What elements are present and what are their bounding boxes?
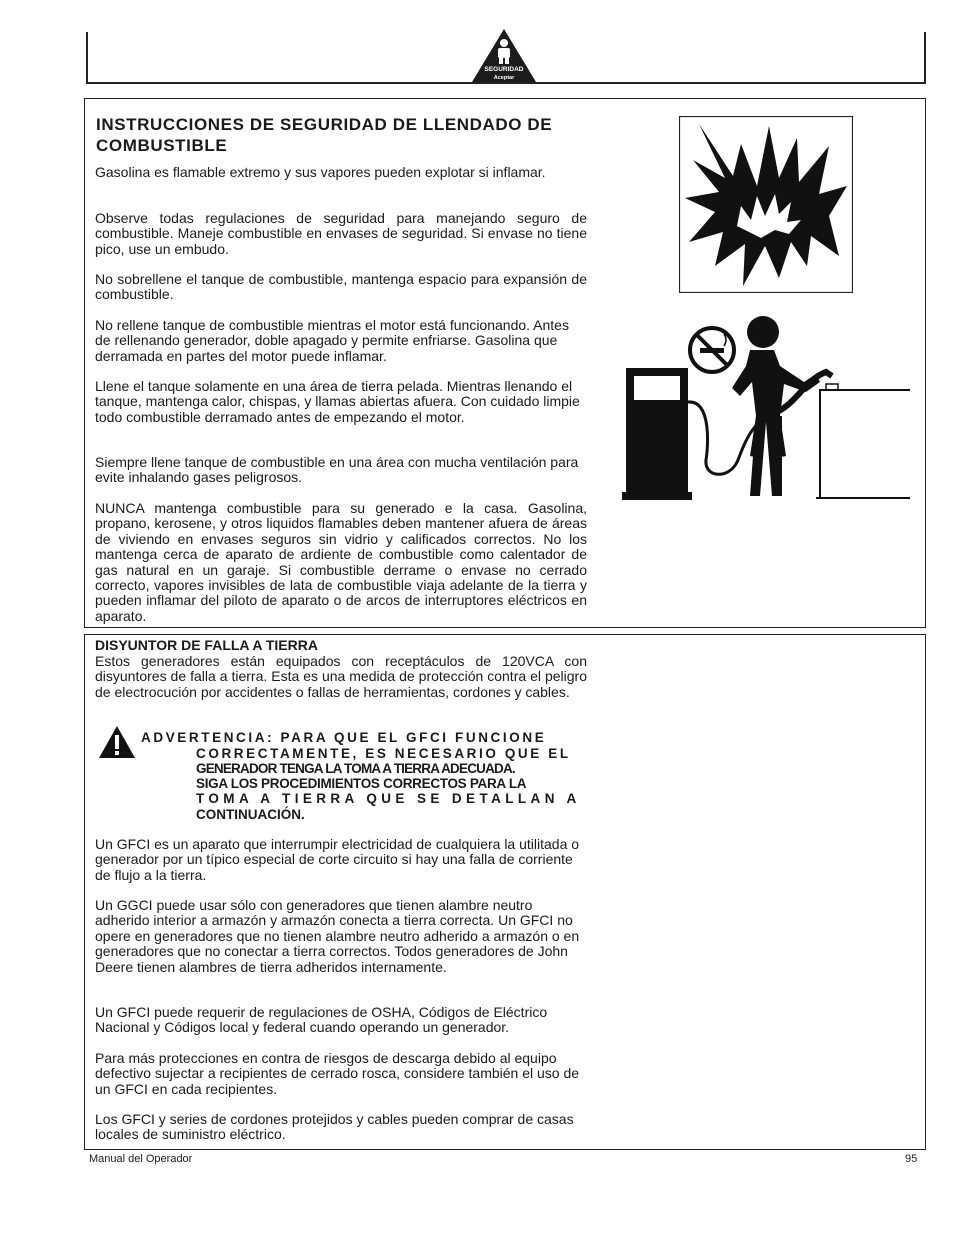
paragraph: Para más protecciones en contra de riesgos de descarga debido al equipo defectivo sujectar a recipientes de cerrado rosca, considere también el uso de un GFCI en cada recipientes. (95, 1050, 580, 1097)
badge-label-seguridad: SEGURIDAD (484, 66, 524, 73)
page-number: 95 (905, 1153, 918, 1165)
paragraph: No rellene tanque de combustible mientras el motor está funcionando. Antes de rellenando generador, doble apagado y permite enfriarse. Gasolina que derramada en partes del motor puede inflamar. (95, 317, 569, 364)
paragraph: Un GFCI puede requerir de regulaciones de OSHA, Códigos de Eléctrico Nacional y Códigos local y federal cuando operando un generador. (95, 1004, 548, 1036)
gfci-title: DISYUNTOR DE FALLA A TIERRA (95, 637, 318, 653)
paragraph: Observe todas regulaciones de seguridad para manejando seguro de combustible. Maneje combustible en envases de seguridad. Si envase no tiene pico, use un embudo. (95, 210, 587, 257)
warning-line: TOMA A TIERRA QUE SE DETALLAN A (196, 791, 581, 807)
paragraph: Un GGCI puede usar sólo con generadores que tienen alambre neutro adherido interior a armazón y armazón conecta a tierra correcta. Un GFCI no opere en generadores que no tienen alambre neutro adherido a armazón o en generadores que no conectar a tierra correctos. Todos generadores de John Deere tienen alambres de tierra adheridos internamente. (95, 897, 580, 975)
paragraph: No sobrellene el tanque de combustible, mantenga espacio para expansión de combustible. (95, 271, 587, 303)
paragraph: NUNCA mantenga combustible para su generado e la casa. Gasolina, propano, kerosene, y otros liquidos flamables deben mantener afuera de áreas de viviendo en envases seguros sin vidrio y calificados correctos. No los mantenga cerca de aparato de ardiente de combustible como calentador de gas natural en un garaje. Si combustible derrame o envase no cerrado correcto, vapores invisibles de lata de combustible viaja adelante de la tierra y pueden inflamar del piloto de aparato o de arcos de interruptores eléctricos en aparato. (95, 500, 587, 624)
paragraph: Siempre llene tanque de combustible en una área con mucha ventilación para evite inhalando gases peligrosos. (95, 454, 579, 486)
paragraph: Llene el tanque solamente en una área de tierra pelada. Mientras llenando el tanque, mantenga calor, chispas, y llamas abiertas afuera. Con cuidado limpie todo combustible derramado antes de empezando el motor. (95, 378, 580, 425)
explosion-illustration (679, 116, 853, 293)
warning-text (196, 746, 588, 822)
badge-label-aceptar: Aceptar (493, 75, 515, 81)
paragraph: Los GFCI y series de cordones protejidos y cables pueden comprar de casas locales de suministro eléctrico. (95, 1111, 574, 1143)
refueling-illustration (620, 310, 910, 502)
warning-icon (98, 725, 136, 759)
warning-line: SIGA LOS PROCEDIMIENTOS CORRECTOS PARA LA (196, 776, 527, 792)
warning-line: CORRECTAMENTE, ES NECESARIO QUE EL (196, 745, 571, 761)
safety-badge (470, 28, 538, 84)
paragraph: Gasolina es flamable extremo y sus vapores pueden explotar si inflamar. (95, 164, 546, 180)
paragraph: Estos generadores están equipados con receptáculos de 120VCA con disyuntores de falla a tierra. Esta es una medida de protección contra el peligro de electrocución por accidentes o fallas de herramientas, cordones y cables. (95, 653, 587, 700)
footer-manual-title: Manual del Operador (89, 1153, 193, 1165)
warning-line: GENERADOR TENGA LA TOMA A TIERRA ADECUADA. (196, 760, 515, 776)
paragraph: Un GFCI es un aparato que interrumpir electricidad de cualquiera la utilitada o generador por un típico especial de corte circuito si hay una falla de corriente de flujo a la tierra. (95, 836, 580, 883)
fuel-safety-title: INSTRUCCIONES DE SEGURIDAD DE LLENDADO DE COMBUSTIBLE (96, 115, 553, 155)
warning-line: CONTINUACIÓN. (196, 806, 305, 822)
warning-lead: ADVERTENCIA: PARA QUE EL GFCI FUNCIONE (141, 730, 547, 745)
